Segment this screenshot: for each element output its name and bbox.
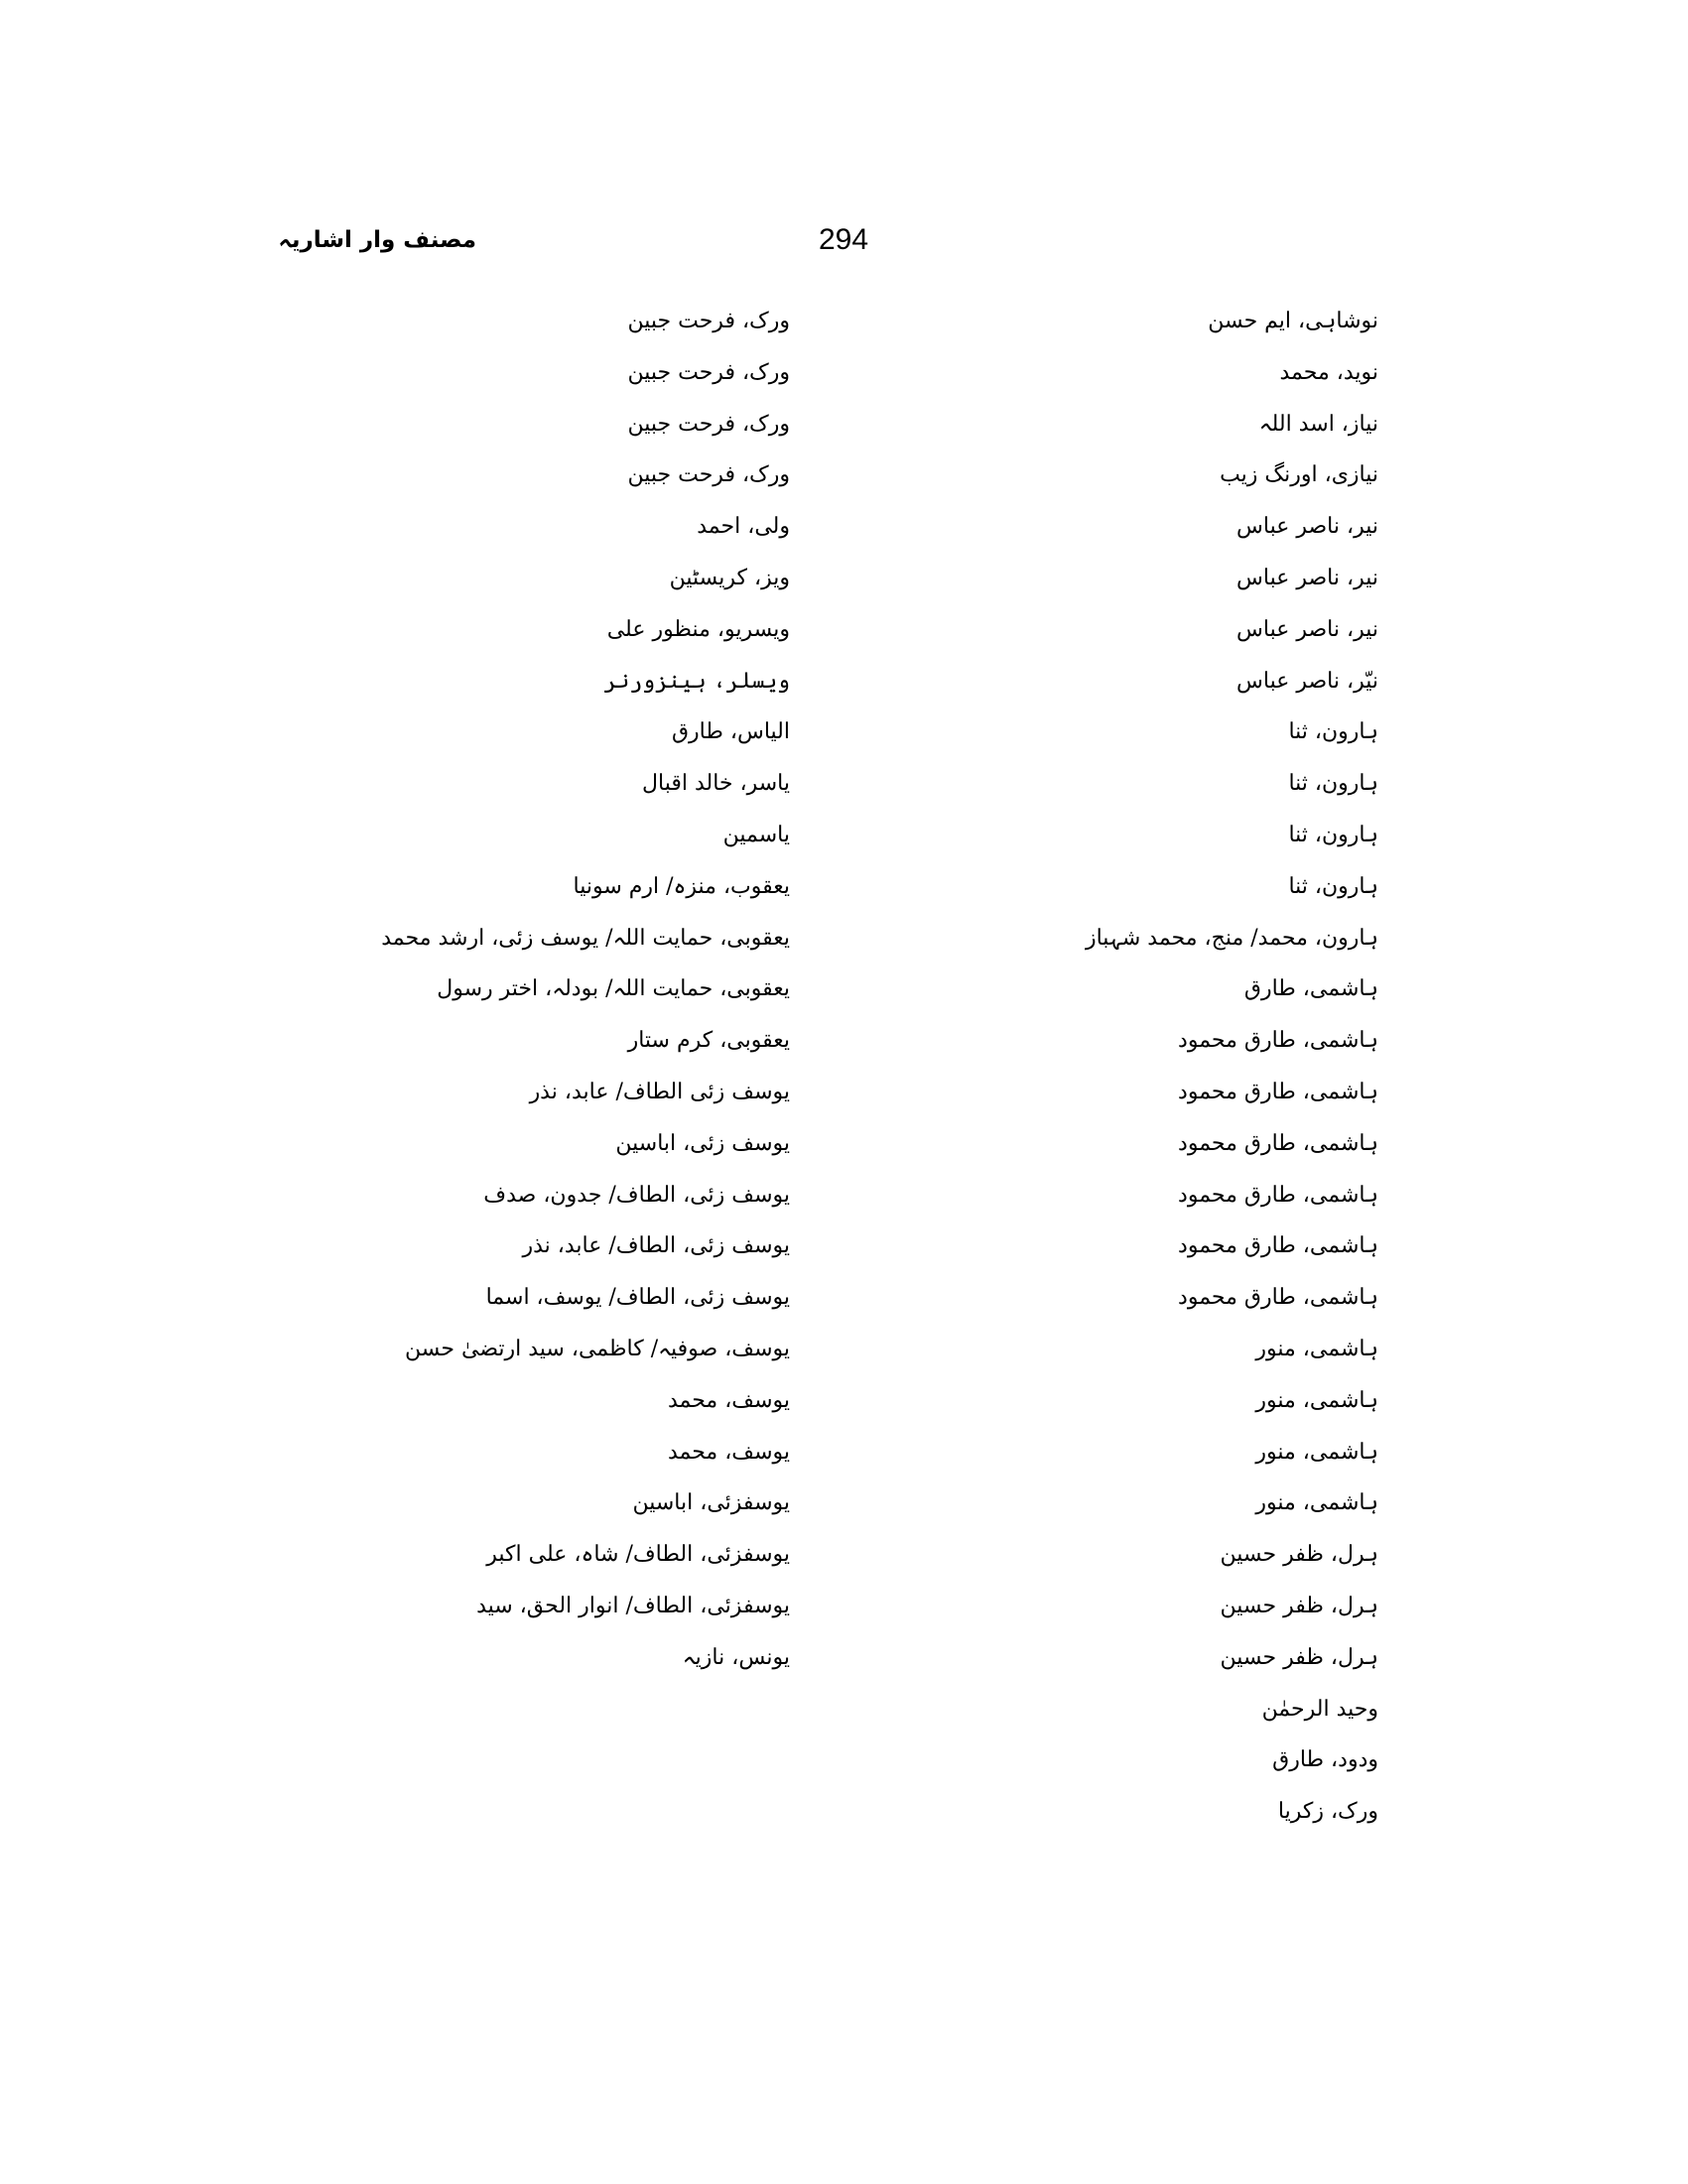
index-entry: نیّر، ناصر عباس [1236, 668, 1378, 694]
index-entry: یوسفزئی، اباسین [632, 1490, 790, 1516]
index-entry: ہرل، ظفر حسین [1220, 1593, 1378, 1618]
index-entry: ہرل، ظفر حسین [1220, 1644, 1378, 1670]
index-entry: نیر، ناصر عباس [1236, 616, 1378, 642]
index-entry: نوشاہی، ایم حسن [1208, 309, 1378, 333]
index-entry: ورک، فرحت جبین [627, 462, 790, 488]
index-entry: ویسریو، منظور علی [606, 616, 790, 642]
index-entry: یاسمین [722, 822, 790, 847]
index-entry: یوسف زئی، اباسین [615, 1130, 790, 1156]
index-entry: نوید، محمد [1279, 359, 1378, 385]
index-entry: ہارون، ثنا [1288, 771, 1378, 797]
index-entry: ہاشمی، طارق محمود [1178, 1130, 1378, 1156]
index-entry: یعقوبی، حمایت اللہ/ بودلہ، اختر رسول [437, 976, 790, 1002]
index-entry: ورک، زکریا [1277, 1799, 1378, 1825]
index-entry: ہاشمی، منور [1255, 1439, 1378, 1465]
index-entry: نیر، ناصر عباس [1236, 565, 1378, 590]
index-entry: ہاشمی، طارق [1243, 976, 1378, 1002]
index-entry: یوسف، محمد [667, 1387, 790, 1413]
index-entry: الیاس، طارق [671, 719, 790, 745]
index-entry: یعقوب، منزہ/ ارم سونیا [573, 873, 790, 899]
index-entry: یوسف زئی، الطاف/ یوسف، اسما [485, 1285, 790, 1311]
index-entry: یونس، نازیہ [682, 1644, 790, 1670]
index-entry: یوسفزئی، الطاف/ انوار الحق، سید [476, 1593, 790, 1618]
index-entry: ہارون، محمد/ منج، محمد شہباز [1085, 925, 1378, 951]
index-entry: یوسف زئی، الطاف/ جدون، صدف [483, 1182, 790, 1208]
index-entry: ورک، فرحت جبین [627, 411, 790, 437]
index-entry: یاسر، خالد اقبال [642, 771, 790, 797]
running-title: مصنف وار اشاریہ [278, 227, 476, 253]
index-entry: ہارون، ثنا [1288, 822, 1378, 847]
index-entry: ورک، فرحت جبین [627, 359, 790, 385]
index-entry: ولی، احمد [697, 514, 790, 540]
index-entry: ہرل، ظفر حسین [1220, 1542, 1378, 1568]
index-entry: نیازی، اورنگ زیب [1220, 462, 1378, 488]
index-entry: ویز، کریسٹین [669, 565, 790, 590]
index-entry: ہاشمی، طارق محمود [1178, 1182, 1378, 1208]
index-entry: ہاشمی، منور [1255, 1387, 1378, 1413]
index-entry: ہارون، ثنا [1288, 719, 1378, 745]
index-entry: ورک، فرحت جبین [627, 309, 790, 333]
index-column-left [381, 304, 790, 1692]
index-entry: نیر، ناصر عباس [1236, 514, 1378, 540]
index-entry: یوسف، محمد [667, 1439, 790, 1465]
index-entry: ہاشمی، طارق محمود [1178, 1233, 1378, 1259]
index-entry: ہاشمی، طارق محمود [1178, 1028, 1378, 1054]
index-column-right [1086, 304, 1378, 1846]
index-entry: نیاز، اسد اللہ [1258, 411, 1378, 437]
index-entry: یوسف زئی، الطاف/ عابد، نذر [522, 1233, 790, 1259]
index-entry: یوسف، صوفیہ/ کاظمی، سید ارتضیٰ حسن [405, 1336, 790, 1361]
index-entry: ویسلر، ہینزورنر [603, 668, 790, 694]
index-entry: ہاشمی، طارق محمود [1178, 1285, 1378, 1311]
index-entry: وحید الرحمٰن [1261, 1696, 1378, 1722]
index-entry: یوسف زئی الطاف/ عابد، نذر [529, 1079, 790, 1104]
index-entry: ہاشمی، طارق محمود [1178, 1079, 1378, 1104]
index-entry: یعقوبی، کرم ستار [627, 1028, 790, 1054]
index-entry: ودود، طارق [1272, 1747, 1378, 1773]
index-entry: یوسفزئی، الطاف/ شاہ، علی اکبر [486, 1542, 790, 1568]
page-number: 294 [818, 223, 869, 256]
index-entry: ہارون، ثنا [1288, 873, 1378, 899]
index-entry: ہاشمی، منور [1255, 1336, 1378, 1361]
index-entry: یعقوبی، حمایت اللہ/ یوسف زئی، ارشد محمد [381, 925, 790, 951]
index-entry: ہاشمی، منور [1255, 1490, 1378, 1516]
